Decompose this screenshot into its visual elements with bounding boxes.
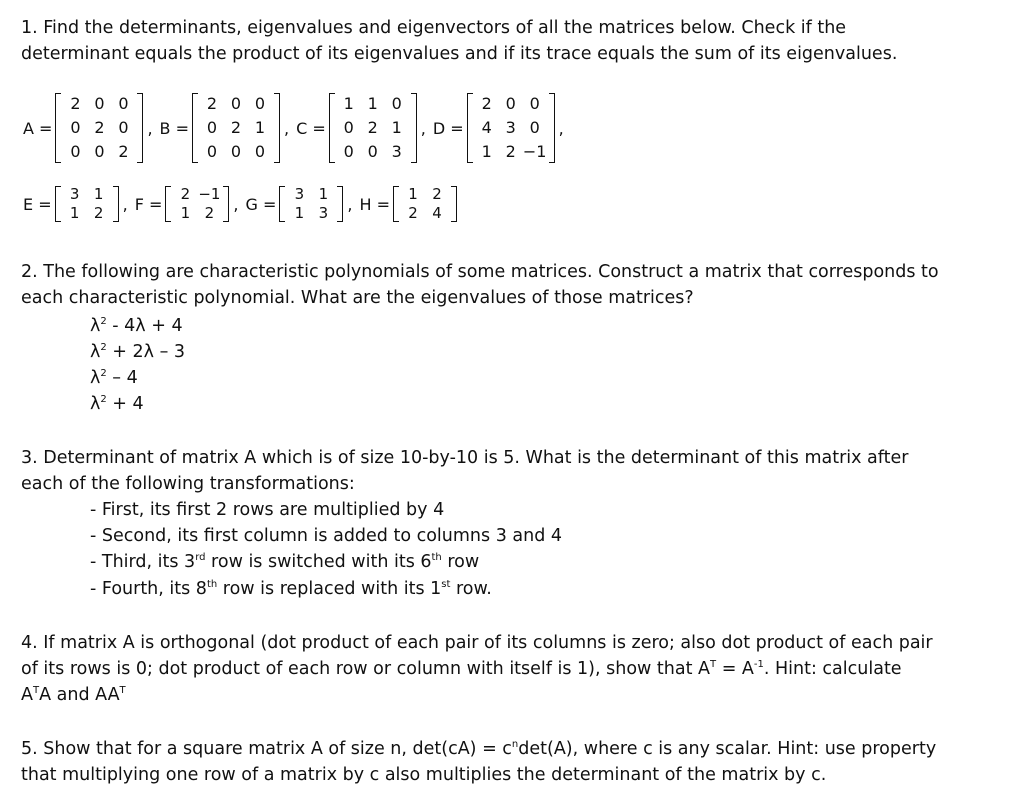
matrix-f — [165, 186, 229, 222]
matrix-cell: 0 — [367, 142, 378, 161]
matrix-cell: 0 — [254, 142, 266, 161]
matrix-cell: 2 — [118, 142, 129, 161]
matrix-cell: 3 — [318, 204, 329, 222]
q3-item-1: - First, its first 2 rows are multiplied by 4 — [90, 500, 445, 520]
right-bracket — [113, 186, 119, 222]
matrix-cell: 0 — [118, 118, 129, 137]
q4-line3: $A^TA$ and $AA^T$ — [21, 685, 126, 705]
matrix-g — [279, 186, 343, 222]
matrix-a — [55, 93, 143, 163]
matrix-cell: 1 — [367, 94, 378, 113]
matrix-cell: 0 — [206, 118, 218, 137]
matrix-cell: 2 — [230, 118, 242, 137]
matrix-cell: 1 — [343, 94, 354, 113]
matrix-cell: 0 — [70, 142, 81, 161]
matrix-label-h: H = — [359, 194, 391, 214]
polynomial-item: $\lambda^2 + 4$ — [90, 394, 144, 414]
matrix-label-g: G = — [245, 194, 277, 214]
right-bracket — [223, 186, 229, 222]
q4-line2: of its rows is 0; dot product of each row or column with itself is 1), show that $A^T = A^{-1}$. Hint: calculate — [21, 659, 902, 679]
matrix-cell: −1 — [198, 185, 221, 203]
matrix-cell: 0 — [230, 142, 242, 161]
matrix-cell: 0 — [254, 94, 266, 113]
matrix-cell: 2 — [93, 204, 104, 222]
matrix-cell: 0 — [391, 94, 402, 113]
right-bracket — [549, 93, 555, 163]
matrix-label-d: D = — [432, 118, 464, 138]
matrix-cell: 2 — [70, 94, 81, 113]
matrix-cell: 2 — [432, 185, 442, 203]
matrix-cell: 2 — [204, 204, 215, 222]
polynomial-item: $\lambda^2 - 4$ — [90, 368, 138, 388]
q4-line1: 4. If matrix A is orthogonal (dot product of each pair of its columns is zero; also dot product of each pair — [21, 633, 933, 653]
separator-comma: , — [347, 194, 353, 214]
matrix-cell: 2 — [367, 118, 378, 137]
polynomial-item: $\lambda^2 - 4\lambda + 4$ — [90, 316, 183, 336]
matrix-b — [192, 93, 280, 163]
right-bracket — [411, 93, 417, 163]
matrix-e — [55, 186, 119, 222]
matrix-cell: 1 — [69, 204, 80, 222]
matrix-row-1 — [20, 93, 568, 163]
q1-line2: determinant equals the product of its eigenvalues and if its trace equals the sum of its eigenvalues. — [21, 44, 898, 64]
q2-line1: 2. The following are characteristic polynomials of some matrices. Construct a matrix that corresponds to — [21, 262, 939, 282]
matrix-cell: 0 — [70, 118, 81, 137]
q3-line1: 3. Determinant of matrix A which is of size 10-by-10 is 5. What is the determinant of this matrix after — [21, 448, 909, 468]
q3-item-3: - Third, its 3rd row is switched with its 6th row — [90, 552, 480, 572]
matrix-label-b: B = — [159, 118, 189, 138]
separator-comma: , — [558, 118, 564, 138]
matrix-cell: 2 — [505, 142, 516, 161]
matrix-cell: 0 — [206, 142, 218, 161]
matrix-cell: 0 — [343, 142, 354, 161]
matrix-cell: 1 — [254, 118, 266, 137]
matrix-cell: −1 — [522, 142, 547, 161]
matrix-cell: 3 — [69, 185, 80, 203]
matrix-cell: 1 — [481, 142, 492, 161]
separator-comma: , — [147, 118, 153, 138]
matrix-cell: 2 — [94, 118, 105, 137]
separator-comma: , — [122, 194, 128, 214]
matrix-cell: 2 — [180, 185, 191, 203]
matrix-label-e: E = — [23, 194, 52, 214]
matrix-label-f: F = — [134, 194, 163, 214]
right-bracket — [137, 93, 143, 163]
matrix-row-2 — [20, 186, 457, 222]
matrix-cell: 3 — [294, 185, 305, 203]
matrix-cell: 1 — [93, 185, 104, 203]
q5-line1: 5. Show that for a square matrix A of size n, $\det(cA) = c^n\det(A)$, where c is any scalar. Hint: use property — [21, 739, 937, 759]
polynomial-item: $\lambda^2 + 2\lambda - 3$ — [90, 342, 186, 362]
q3-item-2: - Second, its first column is added to columns 3 and 4 — [90, 526, 563, 546]
q1-line1: 1. Find the determinants, eigenvalues and eigenvectors of all the matrices below. Check if the — [21, 18, 847, 38]
matrix-cell: 0 — [343, 118, 354, 137]
matrix-label-c: C = — [296, 118, 326, 138]
matrix-cell: 0 — [118, 94, 129, 113]
matrix-cell: 2 — [206, 94, 218, 113]
matrix-cell: 1 — [318, 185, 329, 203]
right-bracket — [451, 186, 457, 222]
matrix-cell: 4 — [432, 204, 442, 222]
matrix-cell: 0 — [94, 142, 105, 161]
matrix-d — [467, 93, 555, 163]
matrix-cell: 1 — [391, 118, 402, 137]
matrix-cell: 3 — [391, 142, 402, 161]
q3-line2: each of the following transformations: — [21, 474, 355, 494]
matrix-cell: 2 — [408, 204, 418, 222]
right-bracket — [274, 93, 280, 163]
matrix-label-a: A = — [23, 118, 53, 138]
q3-item-4: - Fourth, its 8th row is replaced with its 1st row. — [90, 579, 492, 599]
matrix-cell: 0 — [529, 118, 540, 137]
separator-comma: , — [284, 118, 290, 138]
q2-line2: each characteristic polynomial. What are the eigenvalues of those matrices? — [21, 288, 694, 308]
matrix-cell: 0 — [529, 94, 540, 113]
matrix-cell: 3 — [505, 118, 516, 137]
separator-comma: , — [420, 118, 426, 138]
right-bracket — [337, 186, 343, 222]
matrix-cell: 0 — [230, 94, 242, 113]
matrix-cell: 1 — [408, 185, 418, 203]
q5-line2: that multiplying one row of a matrix by c also multiplies the determinant of the matrix by c. — [21, 765, 827, 785]
matrix-cell: 0 — [94, 94, 105, 113]
separator-comma: , — [233, 194, 239, 214]
matrix-c — [329, 93, 417, 163]
matrix-cell: 1 — [180, 204, 191, 222]
matrix-cell: 0 — [505, 94, 516, 113]
matrix-cell: 1 — [294, 204, 305, 222]
matrix-h — [393, 186, 457, 222]
matrix-cell: 4 — [481, 118, 492, 137]
matrix-cell: 2 — [481, 94, 492, 113]
